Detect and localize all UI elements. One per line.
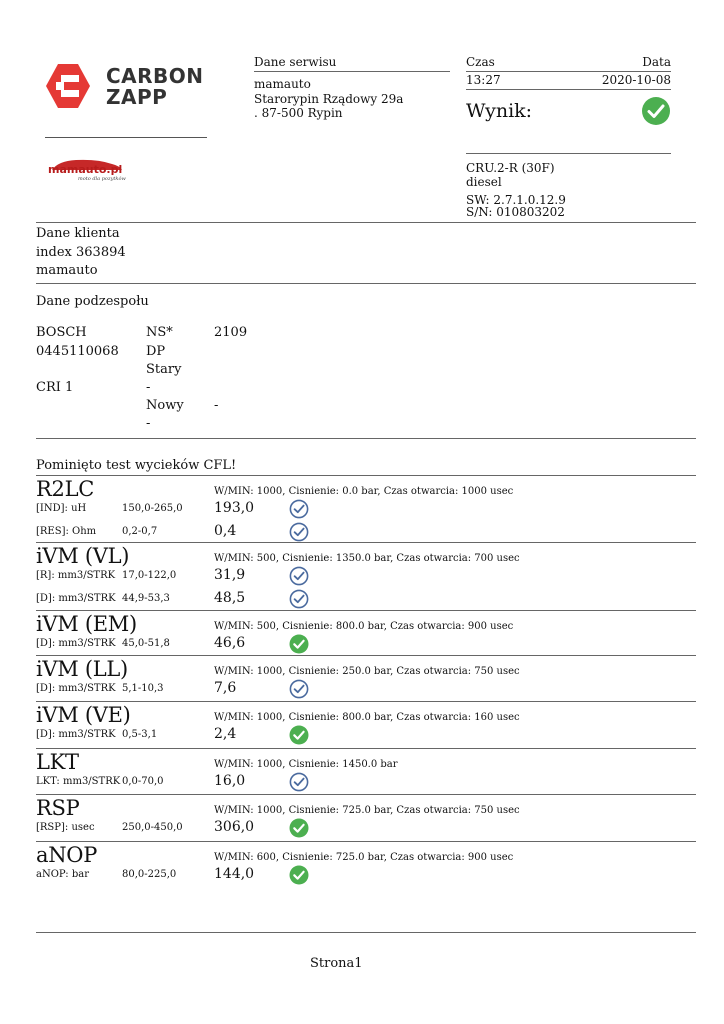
date-header: Data [642,55,671,69]
measure-label: [RSP]: usec [36,822,95,833]
measure-label: LKT: mm3/STRK [36,776,121,787]
ns-label: NS* [146,325,173,340]
ns-value: 2109 [214,325,248,340]
service-address1: Starorypin Rządowy 29a [254,92,404,106]
service-header: Dane serwisu [254,55,337,69]
old-label: Stary [146,362,182,377]
logo-divider [45,137,207,138]
partner-name: mamauto.pl [48,163,123,176]
device-model: CRU.2-R (30F) [466,161,555,175]
measure-range: 0,2-0,7 [122,526,158,537]
measure-label: [D]: mm3/STRK [36,638,116,649]
test-divider [36,748,696,749]
mamauto-logo [46,158,126,184]
ok-check-outline-icon [289,499,309,519]
measure-range: 45,0-51,8 [122,638,170,649]
test-name: iVM (LL) [36,657,128,681]
client-name: mamauto [36,263,98,278]
test-name: aNOP [36,843,98,867]
test-params: W/MIN: 1000, Cisnienie: 725.0 bar, Czas otwarcia: 750 usec [214,805,520,816]
pass-check-icon [289,634,309,654]
brand-line2: ZAPP [106,85,168,109]
test-divider [36,610,696,611]
measure-label: [RES]: Ohm [36,526,97,537]
test-params: W/MIN: 1000, Cisnienie: 1450.0 bar [214,759,398,770]
ok-check-outline-icon [289,589,309,609]
component-header: Dane podzespołu [36,294,149,309]
test-divider [36,841,696,842]
test-name: RSP [36,796,80,820]
test-params: W/MIN: 500, Cisnienie: 800.0 bar, Czas otwarcia: 900 usec [214,621,514,632]
device-sn: S/N: 010803202 [466,205,565,219]
service-divider [254,71,450,72]
measure-value: 0,4 [214,523,237,539]
test-divider [36,542,696,543]
measure-label: [IND]: uH [36,503,87,514]
result-divider [466,153,671,154]
measure-value: 31,9 [214,567,246,583]
measure-value: 7,6 [214,680,237,696]
page-number: Strona1 [310,956,363,971]
measure-value: 193,0 [214,500,255,516]
ok-check-outline-icon [289,522,309,542]
carbon-zapp-logo [44,62,204,110]
measure-range: 0,5-3,1 [122,729,158,740]
measure-range: 150,0-265,0 [122,503,183,514]
notice-divider [36,475,696,476]
date-divider [466,89,671,90]
result-check-icon [641,96,671,126]
test-divider [36,655,696,656]
measure-range: 0,0-70,0 [122,776,164,787]
test-params: W/MIN: 1000, Cisnienie: 800.0 bar, Czas otwarcia: 160 usec [214,712,520,723]
ok-check-outline-icon [289,679,309,699]
measure-range: 44,9-53,3 [122,593,170,604]
brand-line1: CARBON [106,64,204,88]
time-value: 13:27 [466,73,501,87]
measure-range: 250,0-450,0 [122,822,183,833]
measure-range: 17,0-122,0 [122,570,177,581]
measure-label: aNOP: bar [36,869,89,880]
component-type: CRI 1 [36,380,74,395]
test-divider [36,701,696,702]
new-value-2: - [146,416,151,431]
result-label: Wynik: [466,100,533,122]
date-value: 2020-10-08 [601,73,671,87]
measure-value: 48,5 [214,590,246,606]
pass-check-icon [289,818,309,838]
measure-label: [D]: mm3/STRK [36,593,116,604]
client-index: index 363894 [36,245,126,260]
new-label: Nowy [146,398,184,413]
device-fuel: diesel [466,175,502,189]
test-params: W/MIN: 1000, Cisnienie: 0.0 bar, Czas otwarcia: 1000 usec [214,486,514,497]
client-header: Dane klienta [36,226,120,241]
measure-range: 5,1-10,3 [122,683,164,694]
component-divider [36,438,696,439]
component-part-no: 0445110068 [36,344,119,359]
service-name: mamauto [254,77,311,91]
component-maker: BOSCH [36,325,87,340]
cfl-notice: Pominięto test wycieków CFL! [36,458,237,473]
test-params: W/MIN: 600, Cisnienie: 725.0 bar, Czas otwarcia: 900 usec [214,852,514,863]
measure-range: 80,0-225,0 [122,869,177,880]
carbon-zapp-logo-icon [44,62,92,110]
pass-check-icon [289,865,309,885]
footer-divider [36,932,696,933]
test-divider [36,794,696,795]
test-name: iVM (EM) [36,612,137,636]
test-name: iVM (VE) [36,703,131,727]
new-value: - [214,398,219,413]
measure-value: 46,6 [214,635,246,651]
dp-label: DP [146,344,166,359]
old-value: - [146,380,151,395]
measure-value: 306,0 [214,819,255,835]
pass-check-icon [289,725,309,745]
service-address2: . 87-500 Rypin [254,106,343,120]
ok-check-outline-icon [289,772,309,792]
measure-label: [R]: mm3/STRK [36,570,116,581]
measure-value: 2,4 [214,726,237,742]
test-name: LKT [36,750,79,774]
test-name: R2LC [36,477,94,501]
test-params: W/MIN: 500, Cisnienie: 1350.0 bar, Czas otwarcia: 700 usec [214,553,520,564]
measure-value: 144,0 [214,866,255,882]
measure-label: [D]: mm3/STRK [36,729,116,740]
measure-value: 16,0 [214,773,246,789]
client-divider [36,283,696,284]
test-params: W/MIN: 1000, Cisnienie: 250.0 bar, Czas otwarcia: 750 usec [214,666,520,677]
ok-check-outline-icon [289,566,309,586]
device-sw: SW: 2.7.1.0.12.9 [466,193,566,207]
partner-tagline: moto dla pozytków [78,176,126,182]
time-header: Czas [466,55,495,69]
header-divider [36,222,696,223]
time-divider [466,71,671,72]
measure-label: [D]: mm3/STRK [36,683,116,694]
test-name: iVM (VL) [36,544,130,568]
